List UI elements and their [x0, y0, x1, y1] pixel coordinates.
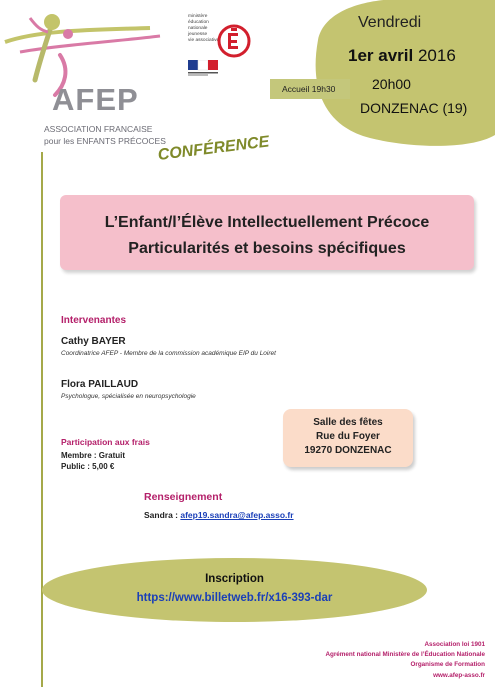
- ministry-line: vie associative: [188, 38, 220, 43]
- speaker-role: Psychologue, spécialisée en neuropsychologie: [61, 393, 196, 400]
- fee-public: Public : 5,00 €: [61, 462, 115, 471]
- venue-city: 19270 DONZENAC: [304, 445, 392, 456]
- contact-name: Sandra :: [144, 510, 181, 520]
- event-day: Vendredi: [358, 14, 422, 31]
- info-heading: Renseignement: [144, 491, 223, 503]
- footer-association: Association loi 1901: [424, 641, 485, 648]
- event-date: [348, 46, 456, 66]
- event-place: DONZENAC (19): [360, 100, 468, 116]
- conference-label: CONFÉRENCE: [156, 133, 271, 164]
- republique-flag-icon: [188, 60, 218, 76]
- welcome-tag: [270, 79, 350, 99]
- logo-subtitle-1: ASSOCIATION FRANCAISE: [44, 124, 153, 134]
- event-year: 2016: [413, 46, 456, 65]
- ministry-line: nationale: [188, 26, 208, 31]
- footer-website-link[interactable]: www.afep-asso.fr: [433, 672, 485, 679]
- speaker-name: Flora PAILLAUD: [61, 379, 139, 390]
- registration-ellipse: [42, 558, 427, 622]
- event-time: 20h00: [372, 76, 411, 92]
- event-title: L’Enfant/l’Élève Intellectuellement Précoce: [104, 214, 430, 231]
- venue-name: Salle des fêtes: [313, 417, 383, 428]
- ministry-line: ministère: [188, 14, 208, 19]
- logo-subtitle-2: pour les ENFANTS PRÉCOCES: [44, 136, 166, 146]
- ministry-line: jeunesse: [188, 32, 208, 37]
- speaker-name: Cathy BAYER: [61, 336, 126, 347]
- fees-heading: Participation aux frais: [61, 437, 150, 447]
- fee-member: Membre : Gratuit: [61, 451, 126, 460]
- registration-label: Inscription: [205, 573, 264, 585]
- contact-email-link[interactable]: afep19.sandra@afep.asso.fr: [180, 510, 294, 520]
- event-subtitle: Particularités et besoins spécifiques: [128, 240, 406, 257]
- speaker-role: Coordinatrice AFEP - Membre de la commission académique EIP du Loiret: [61, 350, 276, 357]
- ministry-e-icon: [217, 24, 251, 58]
- contact-line: [144, 510, 294, 520]
- vertical-divider: [41, 152, 43, 687]
- event-date-bold: 1er avril: [348, 46, 414, 65]
- venue-street: Rue du Foyer: [316, 431, 380, 442]
- registration-link[interactable]: https://www.billetweb.fr/x16-393-dar: [136, 592, 333, 604]
- welcome-time: Accueil 19h30: [282, 84, 336, 94]
- title-box: [60, 195, 474, 270]
- footer-training: Organisme de Formation: [410, 661, 485, 668]
- speakers-heading: Intervenantes: [61, 315, 127, 326]
- footer-agreement: Agrément national Ministère de l’Éducation Nationale: [325, 651, 485, 658]
- logo-word: AFEP: [52, 82, 139, 117]
- ministry-line: éducation: [188, 20, 209, 25]
